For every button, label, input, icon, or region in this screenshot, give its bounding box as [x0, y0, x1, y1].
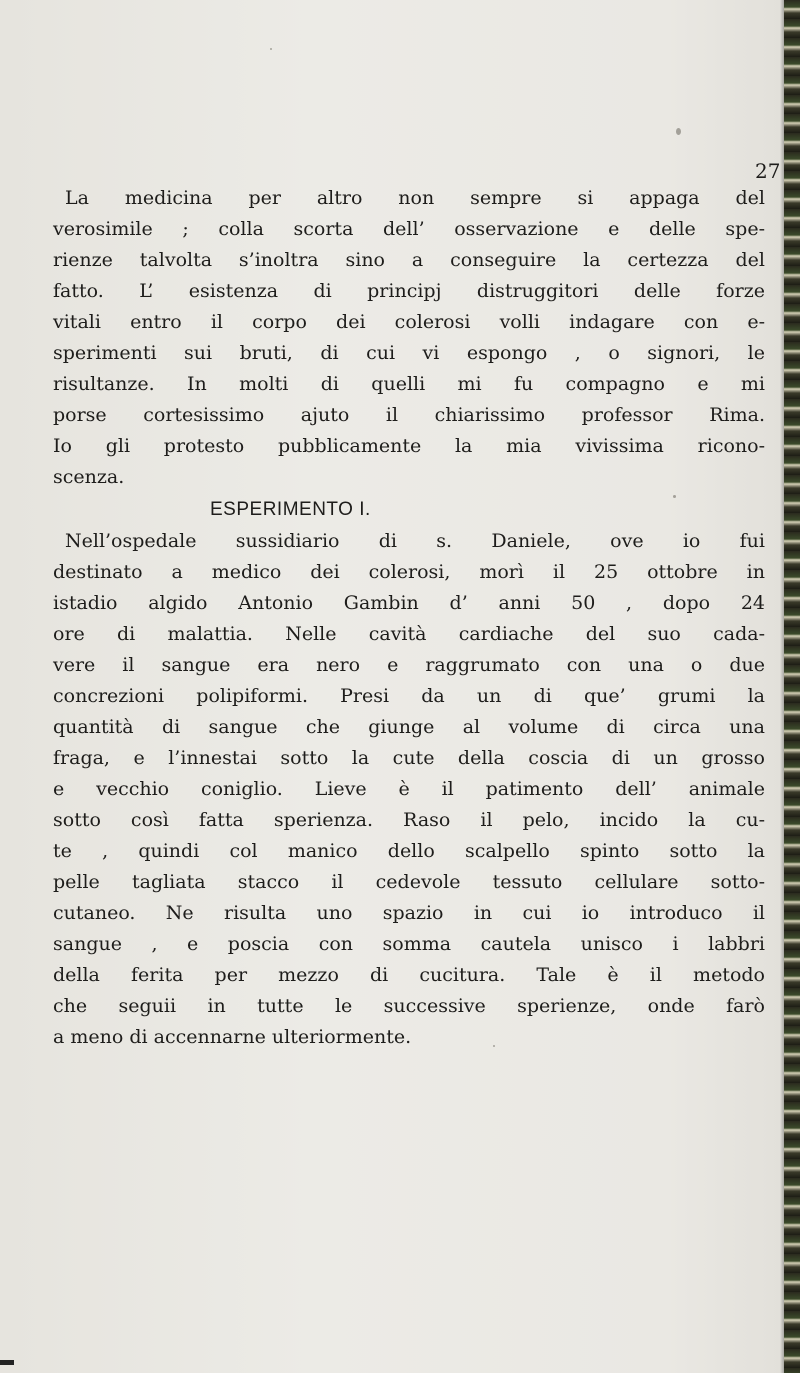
- text-line: fraga, e l’innestai sotto la cute della coscia di un grosso: [53, 747, 765, 769]
- text-line: a meno di accennarne ulteriormente.: [53, 1026, 412, 1048]
- text-line: istadio algido Antonio Gambin d’ anni 50 , dopo 24: [53, 592, 765, 614]
- text-line: vere il sangue era nero e raggrumato con una o due: [53, 654, 765, 676]
- text-line: e vecchio coniglio. Lieve è il patimento dell’ animale: [53, 778, 765, 800]
- paper-speck: [673, 495, 676, 498]
- book-binding-edge: [784, 0, 800, 1373]
- text-line: concrezioni polipiformi. Presi da un di que’ grumi la: [53, 685, 765, 707]
- text-line: Io gli protesto pubblicamente la mia vivissima ricono-: [53, 435, 765, 457]
- paper-speck: [493, 1045, 495, 1047]
- section-heading: ESPERIMENTO I.: [210, 499, 371, 520]
- text-line: te , quindi col manico dello scalpello spinto sotto la: [53, 840, 765, 862]
- paper-speck: [676, 128, 681, 135]
- text-line: risultanze. In molti di quelli mi fu compagno e mi: [53, 373, 765, 395]
- page-number: 27: [755, 159, 781, 183]
- text-line: porse cortesissimo ajuto il chiarissimo professor Rima.: [53, 404, 765, 426]
- page-text: [53, 183, 765, 1053]
- text-line: Nell’ospedale sussidiario di s. Daniele, ove io fui: [65, 530, 765, 552]
- text-line: cutaneo. Ne risulta uno spazio in cui io introduco il: [53, 902, 765, 924]
- paragraph-experiment: [53, 526, 765, 1053]
- text-line: sperimenti sui bruti, di cui vi espongo , o signori, le: [53, 342, 765, 364]
- text-line: quantità di sangue che giunge al volume di circa una: [53, 716, 765, 738]
- text-line: sangue , e poscia con somma cautela unisco i labbri: [53, 933, 765, 955]
- text-line: sotto così fatta sperienza. Raso il pelo, incido la cu-: [53, 809, 765, 831]
- text-line: scenza.: [53, 466, 125, 488]
- paragraph-intro: [53, 183, 765, 493]
- scan-mark: [0, 1360, 14, 1365]
- text-line: vitali entro il corpo dei colerosi volli indagare con e-: [53, 311, 765, 333]
- text-line: della ferita per mezzo di cucitura. Tale è il metodo: [53, 964, 765, 986]
- text-line: destinato a medico dei colerosi, morì il 25 ottobre in: [53, 561, 765, 583]
- text-line: fatto. L’ esistenza di principj distruggitori delle forze: [53, 280, 765, 302]
- text-line: La medicina per altro non sempre si appaga del: [65, 187, 765, 209]
- paper-speck: [270, 48, 272, 50]
- text-line: ore di malattia. Nelle cavità cardiache del suo cada-: [53, 623, 765, 645]
- text-line: che seguii in tutte le successive sperienze, onde farò: [53, 995, 765, 1017]
- text-line: pelle tagliata stacco il cedevole tessuto cellulare sotto-: [53, 871, 765, 893]
- text-line: rienze talvolta s’inoltra sino a conseguire la certezza del: [53, 249, 765, 271]
- text-line: verosimile ; colla scorta dell’ osservazione e delle spe-: [53, 218, 765, 240]
